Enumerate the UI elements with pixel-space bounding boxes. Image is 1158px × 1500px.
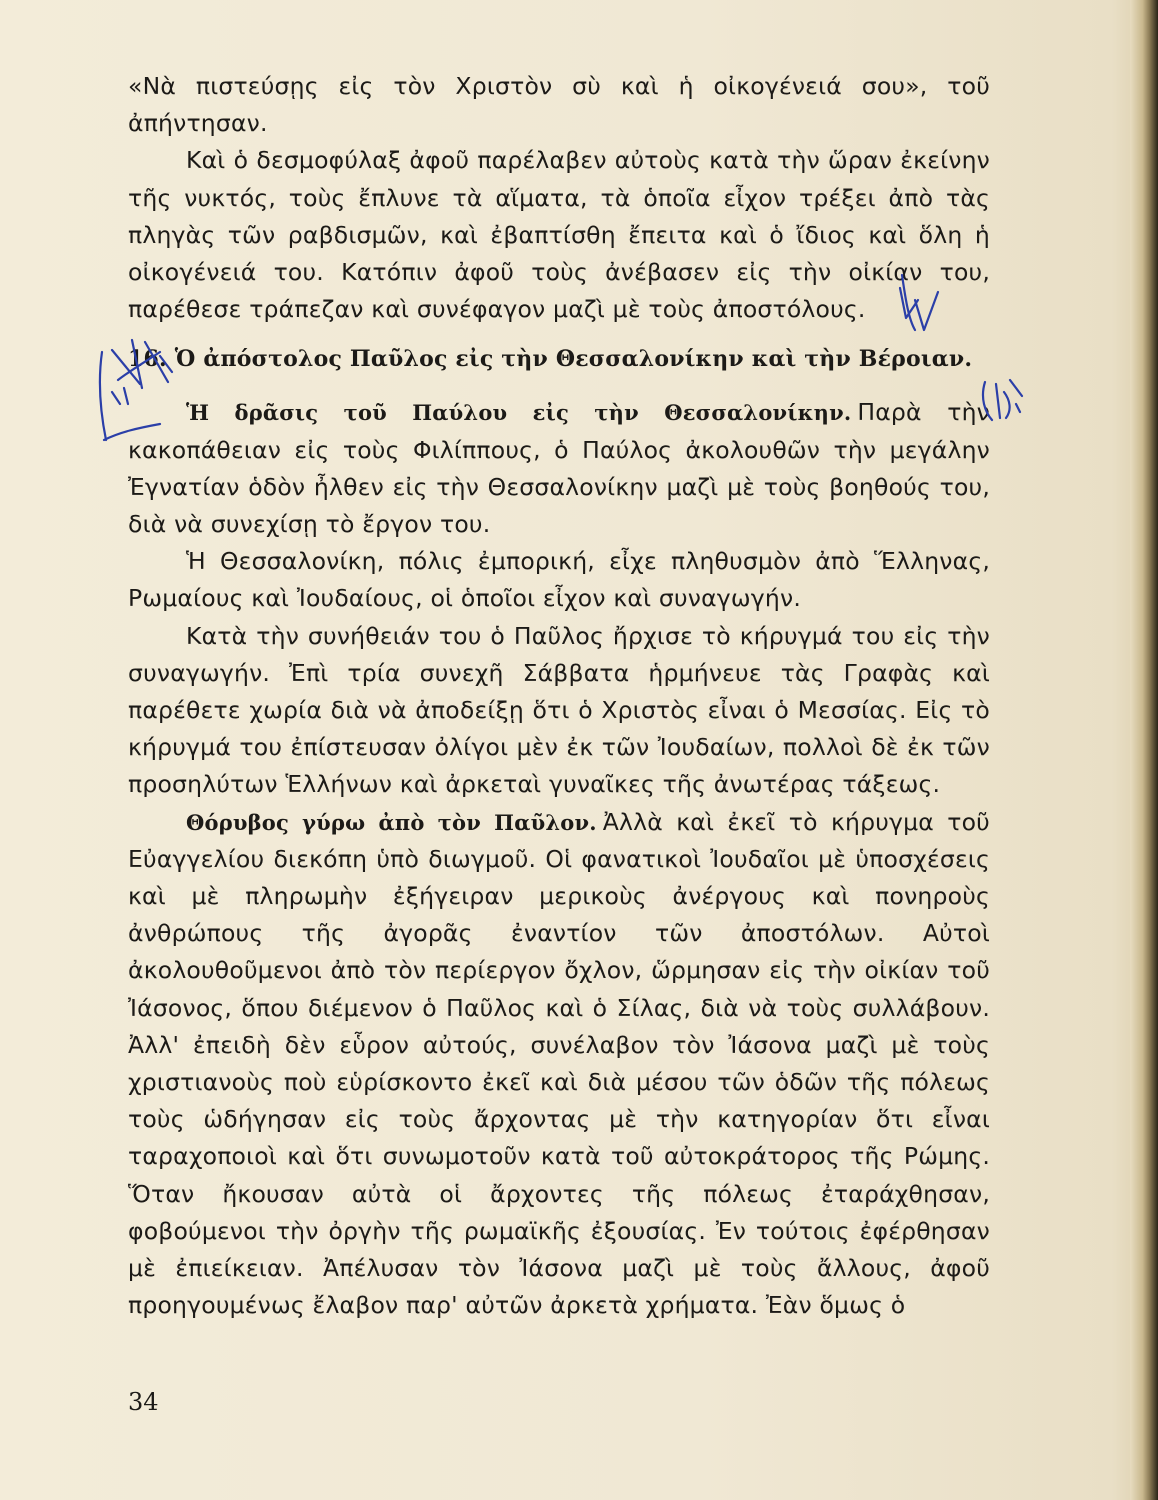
subheading-tumult: Θόρυβος γύρω ἀπὸ τὸν Παῦλον. <box>186 809 597 835</box>
section-heading: 16. Ὁ ἀπόστολος Παῦλος εἰς τὴν Θεσσαλονίκην καὶ τὴν Βέροιαν. <box>128 346 973 373</box>
paragraph-jailer: Καὶ ὁ δεσμοφύλαξ ἀφοῦ παρέλαβεν αὐτοὺς κατὰ τὴν ὥραν ἐκείνην τῆς νυκτός, τοὺς ἔπλυνε τὰ αἵματα, τὰ ὁποῖα εἶχον τρέξει ἀπὸ τὰς πληγὰς τῶν ραβδισμῶν, καὶ ἐβαπτίσθη ἔπειτα καὶ ὁ ἴδιος καὶ ὅλη ἡ οἰκογένειά του. Κατόπιν ἀφοῦ τοὺς ἀνέβασεν εἰς τὴν οἰκίαν του, παρέθεσε τράπεζαν καὶ συνέφαγον μαζὶ μὲ τοὺς ἀποστόλους. <box>128 146 990 324</box>
paragraph-activity-text: Παρὰ τὴν κακοπάθειαν εἰς τοὺς Φιλίππους, ὁ Παύλος ἀκολουθῶν τὴν μεγάλην Ἐγνατίαν ὁδὸν ἦλθεν εἰς τὴν Θεσσαλονίκην μαζὶ μὲ τοὺς βοηθούς του, διὰ νὰ συνεχίσῃ τὸ ἔργον του. <box>128 398 990 539</box>
paragraph-thessaloniki: Ἡ Θεσσαλονίκη, πόλις ἐμπορική, εἶχε πληθυσμὸν ἀπὸ Ἕλληνας, Ρωμαίους καὶ Ἰουδαίους, οἱ ὁποῖοι εἶχον καὶ συναγωγήν. <box>128 547 990 613</box>
margin-tick-right <box>1010 380 1022 412</box>
paragraph-tumult <box>128 804 990 1325</box>
page-text-block <box>128 68 990 1325</box>
page-number: 34 <box>128 1388 159 1416</box>
subheading-activity: Ἡ δρᾶσις τοῦ Παύλου εἰς τὴν Θεσσαλονίκην. <box>186 400 852 426</box>
margin-tick-mark <box>112 388 128 404</box>
paragraph-activity <box>128 394 990 543</box>
paragraph-tumult-text: Ἀλλὰ καὶ ἐκεῖ τὸ κήρυγμα τοῦ Εὐαγγελίου διεκόπη ὑπὸ διωγμοῦ. Οἱ φανατικοὶ Ἰουδαῖοι μὲ ὑποσχέσεις καὶ μὲ πληρωμὴν ἐξήγειραν μερικοὺς ἀνέργους καὶ πονηροὺς ἀνθρώπους τῆς ἀγορᾶς ἐναντίον τῶν ἀποστόλων. Αὐτοὶ ἀκολουθοῦμενοι ἀπὸ τὸν περίεργον ὄχλον, ὥρμησαν εἰς τὴν οἰκίαν τοῦ Ἰάσονος, ὅπου διέμενον ὁ Παῦλος καὶ ὁ Σίλας, διὰ νὰ τοὺς συλλάβουν. Ἀλλ' ἐπειδὴ δὲν εὗρον αὐτούς, συνέλαβον τὸν Ἰάσονα μαζὶ μὲ τοὺς χριστιανοὺς ποὺ εὑρίσκοντο ἐκεῖ καὶ διὰ μέσου τῶν ὁδῶν τῆς πόλεως τοὺς ὡδήγησαν εἰς τοὺς ἄρχοντας μὲ τὴν κατηγορίαν ὅτι εἶναι ταραχοποιοὶ καὶ ὅτι συνωμοτοῦν κατὰ τοῦ αὐτοκράτορος τῆς Ρώμης. Ὅταν ἤκουσαν αὐτὰ οἱ ἄρχοντες τῆς πόλεως ἐταράχθησαν, φοβούμενοι τὴν ὀργὴν τῆς ρωμαϊκῆς ἐξουσίας. Ἐν τούτοις ἐφέρθησαν μὲ ἐπιείκειαν. Ἀπέλυσαν τὸν Ἰάσονα μαζὶ μὲ τοὺς ἄλλους, ἀφοῦ προηγουμένως ἔλαβον παρ' αὐτῶν ἀρκετὰ χρήματα. Ἐὰν ὅμως ὁ <box>128 807 990 1320</box>
page-spine-edge <box>1130 0 1158 1500</box>
paragraph-quote: «Νὰ πιστεύσῃς εἰς τὸν Χριστὸν σὺ καὶ ἡ οἰκογένειά σου», τοῦ ἀπήντησαν. <box>128 72 990 138</box>
paragraph-preaching: Κατὰ τὴν συνήθειάν του ὁ Παῦλος ἤρχισε τὸ κήρυγμά του εἰς τὴν συναγωγήν. Ἐπὶ τρία συνεχῆ Σάββατα ἡρμήνευε τὰς Γραφὰς καὶ παρέθετε χωρία διὰ νὰ ἀποδείξῃ ὅτι ὁ Χριστὸς εἶναι ὁ Μεσσίας. Εἰς τὸ κήρυγμά του ἐπίστευσαν ὀλίγοι μὲν ἐκ τῶν Ἰουδαίων, πολλοὶ δὲ ἐκ τῶν προσηλύτων Ἑλλήνων καὶ ἀρκεταὶ γυναῖκες τῆς ἀνωτέρας τάξεως. <box>128 621 990 799</box>
margin-line-left <box>100 352 106 440</box>
